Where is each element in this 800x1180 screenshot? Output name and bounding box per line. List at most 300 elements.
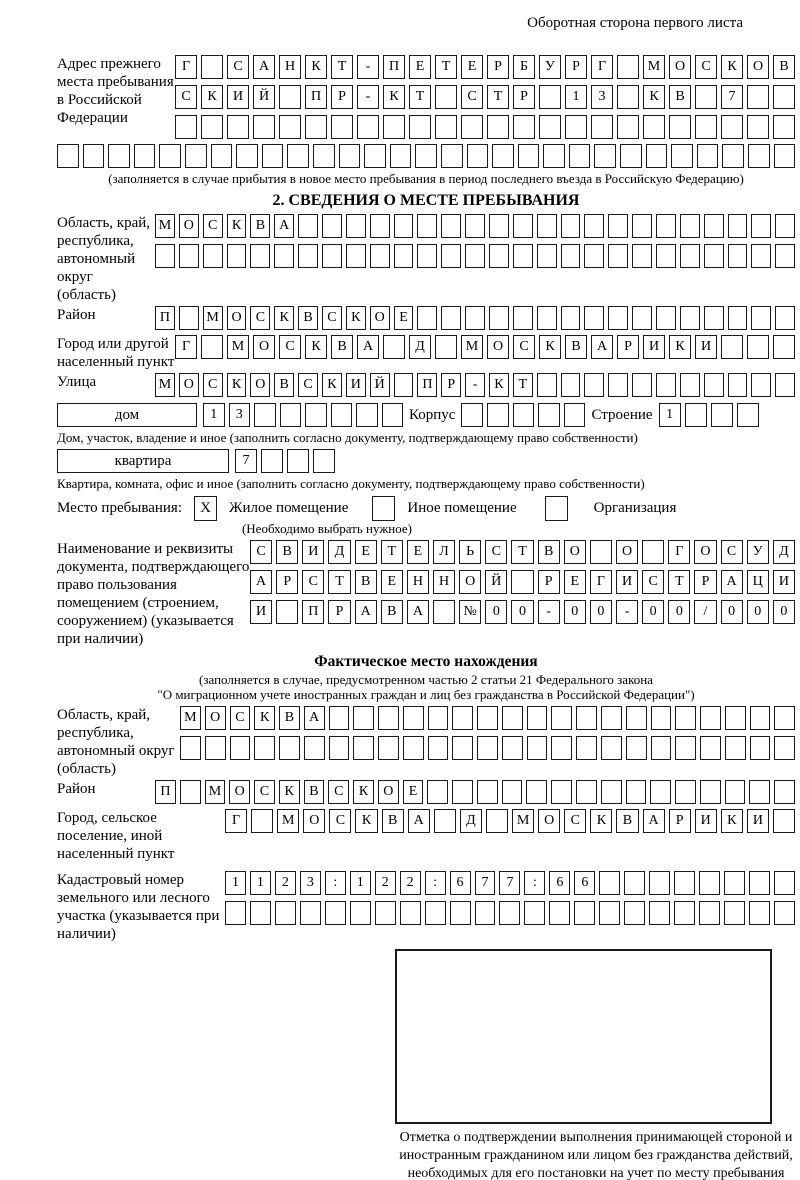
char-cell[interactable] [642,540,664,564]
char-cell[interactable] [427,780,448,804]
char-cell[interactable]: Ь [459,540,481,564]
char-cell[interactable]: О [378,780,399,804]
char-cell[interactable] [322,244,342,268]
char-cell[interactable]: К [383,85,405,109]
char-cell[interactable]: С [485,540,507,564]
char-cell[interactable] [680,244,700,268]
char-cell[interactable] [674,901,695,925]
char-cell[interactable]: Т [409,85,431,109]
char-cell[interactable]: А [355,600,377,624]
char-cell[interactable]: Г [668,540,690,564]
char-cell[interactable] [383,335,405,359]
char-cell[interactable] [390,144,412,168]
char-cell[interactable] [465,306,485,330]
char-cell[interactable] [646,144,668,168]
char-cell[interactable] [357,115,379,139]
char-cell[interactable] [624,901,645,925]
char-cell[interactable] [180,780,201,804]
char-cell[interactable]: В [274,373,294,397]
char-cell[interactable]: О [227,306,247,330]
char-cell[interactable] [537,306,557,330]
char-cell[interactable]: Т [487,85,509,109]
char-cell[interactable]: 1 [250,871,271,895]
char-cell[interactable] [632,214,652,238]
char-cell[interactable] [700,736,721,760]
char-cell[interactable]: 0 [590,600,612,624]
char-cell[interactable] [700,706,721,730]
char-cell[interactable] [185,144,207,168]
char-cell[interactable] [502,736,523,760]
char-cell[interactable] [773,335,795,359]
char-cell[interactable] [502,780,523,804]
char-cell[interactable] [465,214,485,238]
char-cell[interactable] [695,115,717,139]
char-cell[interactable]: М [203,306,223,330]
char-cell[interactable]: О [694,540,716,564]
char-cell[interactable]: В [565,335,587,359]
char-cell[interactable] [751,214,771,238]
char-cell[interactable] [773,85,795,109]
char-cell[interactable]: 1 [659,403,681,427]
char-cell[interactable]: / [694,600,716,624]
char-cell[interactable]: Е [407,540,429,564]
char-cell[interactable] [749,871,770,895]
char-cell[interactable]: С [721,540,743,564]
char-cell[interactable] [203,244,223,268]
char-cell[interactable]: В [669,85,691,109]
char-cell[interactable]: И [643,335,665,359]
char-cell[interactable] [749,780,770,804]
char-cell[interactable]: К [721,55,743,79]
char-cell[interactable]: О [370,306,390,330]
char-cell[interactable]: Р [328,600,350,624]
char-cell[interactable]: О [250,373,270,397]
char-cell[interactable] [724,871,745,895]
char-cell[interactable] [57,144,79,168]
char-cell[interactable] [450,901,471,925]
char-cell[interactable] [751,373,771,397]
char-cell[interactable]: С [328,780,349,804]
char-cell[interactable] [576,780,597,804]
char-cell[interactable] [417,306,437,330]
char-cell[interactable] [527,736,548,760]
char-cell[interactable]: Р [538,570,560,594]
char-cell[interactable]: 1 [350,871,371,895]
char-cell[interactable]: Г [175,55,197,79]
char-cell[interactable] [704,373,724,397]
char-cell[interactable] [651,706,672,730]
char-cell[interactable] [699,871,720,895]
char-cell[interactable]: 0 [642,600,664,624]
char-cell[interactable] [750,736,771,760]
char-cell[interactable]: В [298,306,318,330]
char-cell[interactable] [632,244,652,268]
char-cell[interactable] [518,144,540,168]
char-cell[interactable]: С [642,570,664,594]
char-cell[interactable] [489,306,509,330]
char-cell[interactable] [656,306,676,330]
char-cell[interactable] [775,306,795,330]
char-cell[interactable] [353,706,374,730]
char-cell[interactable] [394,244,414,268]
char-cell[interactable] [675,706,696,730]
char-cell[interactable] [325,901,346,925]
char-cell[interactable] [624,871,645,895]
char-cell[interactable] [775,244,795,268]
char-cell[interactable]: К [669,335,691,359]
char-cell[interactable]: В [355,570,377,594]
char-cell[interactable]: В [279,706,300,730]
char-cell[interactable] [254,736,275,760]
char-cell[interactable] [601,736,622,760]
char-cell[interactable]: С [322,306,342,330]
char-cell[interactable] [250,244,270,268]
char-cell[interactable] [487,403,509,427]
char-cell[interactable]: А [643,809,665,833]
char-cell[interactable] [205,736,226,760]
char-cell[interactable] [774,780,795,804]
char-cell[interactable]: Р [694,570,716,594]
char-cell[interactable]: П [417,373,437,397]
char-cell[interactable]: - [357,85,379,109]
char-cell[interactable]: И [695,809,717,833]
char-cell[interactable] [650,780,671,804]
char-cell[interactable] [287,144,309,168]
char-cell[interactable] [591,115,613,139]
char-cell[interactable]: Р [565,55,587,79]
char-cell[interactable] [725,780,746,804]
char-cell[interactable]: С [254,780,275,804]
char-cell[interactable] [108,144,130,168]
char-cell[interactable]: : [524,871,545,895]
char-cell[interactable] [452,736,473,760]
char-cell[interactable] [225,901,246,925]
char-cell[interactable] [403,706,424,730]
char-cell[interactable] [617,85,639,109]
char-cell[interactable] [576,736,597,760]
char-cell[interactable] [261,449,283,473]
char-cell[interactable]: М [461,335,483,359]
char-cell[interactable] [594,144,616,168]
char-cell[interactable] [617,115,639,139]
char-cell[interactable]: В [538,540,560,564]
char-cell[interactable] [441,306,461,330]
char-cell[interactable] [773,809,795,833]
char-cell[interactable] [656,214,676,238]
char-cell[interactable] [680,373,700,397]
char-cell[interactable] [569,144,591,168]
char-cell[interactable]: Е [381,570,403,594]
char-cell[interactable]: Т [668,570,690,594]
char-cell[interactable] [539,85,561,109]
char-cell[interactable]: Т [331,55,353,79]
char-cell[interactable] [83,144,105,168]
char-cell[interactable] [313,144,335,168]
char-cell[interactable]: Г [225,809,247,833]
char-cell[interactable]: Н [407,570,429,594]
char-cell[interactable]: В [331,335,353,359]
char-cell[interactable] [537,214,557,238]
char-cell[interactable]: С [203,373,223,397]
char-cell[interactable]: А [274,214,294,238]
char-cell[interactable] [626,706,647,730]
char-cell[interactable]: В [250,214,270,238]
char-cell[interactable] [513,306,533,330]
char-cell[interactable] [675,780,696,804]
char-cell[interactable]: В [381,600,403,624]
char-cell[interactable] [725,736,746,760]
char-cell[interactable] [254,403,276,427]
char-cell[interactable] [394,214,414,238]
char-cell[interactable]: С [230,706,251,730]
char-cell[interactable] [565,115,587,139]
char-cell[interactable] [537,373,557,397]
char-cell[interactable]: И [773,570,795,594]
char-cell[interactable] [674,871,695,895]
char-cell[interactable] [441,214,461,238]
char-cell[interactable] [378,736,399,760]
char-cell[interactable]: С [203,214,223,238]
char-cell[interactable] [331,403,353,427]
char-cell[interactable]: Е [355,540,377,564]
char-cell[interactable] [543,144,565,168]
char-cell[interactable] [704,306,724,330]
char-cell[interactable] [680,306,700,330]
char-cell[interactable] [251,809,273,833]
char-cell[interactable] [584,306,604,330]
char-cell[interactable]: К [254,706,275,730]
char-cell[interactable] [499,901,520,925]
char-cell[interactable] [695,85,717,109]
char-cell[interactable]: 7 [235,449,257,473]
char-cell[interactable]: К [539,335,561,359]
char-cell[interactable]: 0 [511,600,533,624]
char-cell[interactable] [511,570,533,594]
char-cell[interactable]: 0 [668,600,690,624]
char-cell[interactable]: 7 [499,871,520,895]
char-cell[interactable] [721,115,743,139]
char-cell[interactable]: Е [461,55,483,79]
char-cell[interactable] [382,403,404,427]
char-cell[interactable] [159,144,181,168]
char-cell[interactable] [513,214,533,238]
char-cell[interactable] [513,244,533,268]
char-cell[interactable] [608,244,628,268]
char-cell[interactable]: А [250,570,272,594]
char-cell[interactable] [489,214,509,238]
char-cell[interactable]: П [155,780,176,804]
char-cell[interactable]: 0 [747,600,769,624]
char-cell[interactable]: О [303,809,325,833]
char-cell[interactable] [775,373,795,397]
char-cell[interactable] [461,403,483,427]
char-cell[interactable] [280,403,302,427]
char-cell[interactable]: П [155,306,175,330]
char-cell[interactable] [685,403,707,427]
char-cell[interactable]: № [459,600,481,624]
char-cell[interactable]: Д [773,540,795,564]
char-cell[interactable]: Б [513,55,535,79]
char-cell[interactable]: А [408,809,430,833]
char-cell[interactable]: О [179,373,199,397]
char-cell[interactable] [434,809,456,833]
char-cell[interactable]: М [277,809,299,833]
char-cell[interactable] [475,901,496,925]
char-cell[interactable] [599,871,620,895]
char-cell[interactable] [383,115,405,139]
char-cell[interactable] [417,244,437,268]
char-cell[interactable] [774,706,795,730]
char-cell[interactable] [375,901,396,925]
char-cell[interactable] [394,373,414,397]
char-cell[interactable] [524,901,545,925]
char-cell[interactable] [502,706,523,730]
char-cell[interactable]: Й [253,85,275,109]
char-cell[interactable]: О [205,706,226,730]
char-cell[interactable] [608,306,628,330]
char-cell[interactable]: К [274,306,294,330]
char-cell[interactable] [656,373,676,397]
char-cell[interactable] [751,306,771,330]
char-cell[interactable]: 7 [721,85,743,109]
char-cell[interactable] [656,244,676,268]
char-cell[interactable] [415,144,437,168]
char-cell[interactable] [279,85,301,109]
stay-type-checkbox-other[interactable] [372,496,395,521]
char-cell[interactable]: К [353,780,374,804]
char-cell[interactable] [774,144,796,168]
char-cell[interactable]: О [229,780,250,804]
char-cell[interactable]: 6 [549,871,570,895]
char-cell[interactable] [774,871,795,895]
char-cell[interactable] [774,901,795,925]
char-cell[interactable]: П [383,55,405,79]
char-cell[interactable]: О [669,55,691,79]
char-cell[interactable]: К [590,809,612,833]
char-cell[interactable] [262,144,284,168]
char-cell[interactable]: 0 [564,600,586,624]
char-cell[interactable]: П [305,85,327,109]
char-cell[interactable] [699,901,720,925]
char-cell[interactable] [584,373,604,397]
char-cell[interactable] [279,115,301,139]
char-cell[interactable]: 2 [400,871,421,895]
char-cell[interactable] [441,244,461,268]
char-cell[interactable]: У [539,55,561,79]
char-cell[interactable]: С [695,55,717,79]
char-cell[interactable]: С [227,55,249,79]
char-cell[interactable] [725,706,746,730]
char-cell[interactable] [353,736,374,760]
char-cell[interactable]: С [250,540,272,564]
char-cell[interactable] [747,335,769,359]
char-cell[interactable] [300,901,321,925]
char-cell[interactable]: 7 [475,871,496,895]
char-cell[interactable]: Г [175,335,197,359]
char-cell[interactable]: 2 [375,871,396,895]
char-cell[interactable] [643,115,665,139]
char-cell[interactable]: Л [433,540,455,564]
char-cell[interactable] [617,55,639,79]
char-cell[interactable] [590,540,612,564]
char-cell[interactable]: К [355,809,377,833]
char-cell[interactable]: В [276,540,298,564]
char-cell[interactable]: С [513,335,535,359]
char-cell[interactable]: 3 [591,85,613,109]
char-cell[interactable] [711,403,733,427]
char-cell[interactable] [227,244,247,268]
char-cell[interactable] [492,144,514,168]
char-cell[interactable]: М [180,706,201,730]
char-cell[interactable]: 0 [485,600,507,624]
char-cell[interactable] [561,244,581,268]
char-cell[interactable]: С [461,85,483,109]
char-cell[interactable]: - [616,600,638,624]
char-cell[interactable]: Г [591,55,613,79]
char-cell[interactable] [774,736,795,760]
char-cell[interactable] [346,244,366,268]
char-cell[interactable]: И [747,809,769,833]
char-cell[interactable]: В [304,780,325,804]
char-cell[interactable] [626,780,647,804]
char-cell[interactable]: А [304,706,325,730]
char-cell[interactable] [564,403,586,427]
char-cell[interactable] [632,306,652,330]
char-cell[interactable]: А [591,335,613,359]
char-cell[interactable] [433,600,455,624]
char-cell[interactable]: К [305,335,327,359]
char-cell[interactable] [425,901,446,925]
char-cell[interactable] [461,115,483,139]
char-cell[interactable] [364,144,386,168]
char-cell[interactable]: К [305,55,327,79]
char-cell[interactable] [649,871,670,895]
char-cell[interactable] [477,780,498,804]
char-cell[interactable]: 1 [225,871,246,895]
stay-type-checkbox-organization[interactable] [545,496,568,521]
char-cell[interactable] [551,736,572,760]
char-cell[interactable]: Е [394,306,414,330]
char-cell[interactable] [561,306,581,330]
char-cell[interactable]: К [643,85,665,109]
char-cell[interactable] [728,214,748,238]
char-cell[interactable] [409,115,431,139]
char-cell[interactable]: С [279,335,301,359]
char-cell[interactable] [305,403,327,427]
char-cell[interactable] [632,373,652,397]
char-cell[interactable] [304,736,325,760]
char-cell[interactable]: 2 [275,871,296,895]
char-cell[interactable] [441,144,463,168]
char-cell[interactable] [574,901,595,925]
char-cell[interactable] [751,244,771,268]
char-cell[interactable]: С [564,809,586,833]
char-cell[interactable]: О [538,809,560,833]
char-cell[interactable]: И [250,600,272,624]
char-cell[interactable]: Р [487,55,509,79]
char-cell[interactable]: К [227,214,247,238]
char-cell[interactable] [275,901,296,925]
char-cell[interactable]: П [302,600,324,624]
char-cell[interactable] [721,335,743,359]
char-cell[interactable]: М [643,55,665,79]
char-cell[interactable] [211,144,233,168]
char-cell[interactable]: Т [435,55,457,79]
char-cell[interactable] [175,115,197,139]
char-cell[interactable] [671,144,693,168]
char-cell[interactable]: Г [590,570,612,594]
char-cell[interactable] [435,85,457,109]
